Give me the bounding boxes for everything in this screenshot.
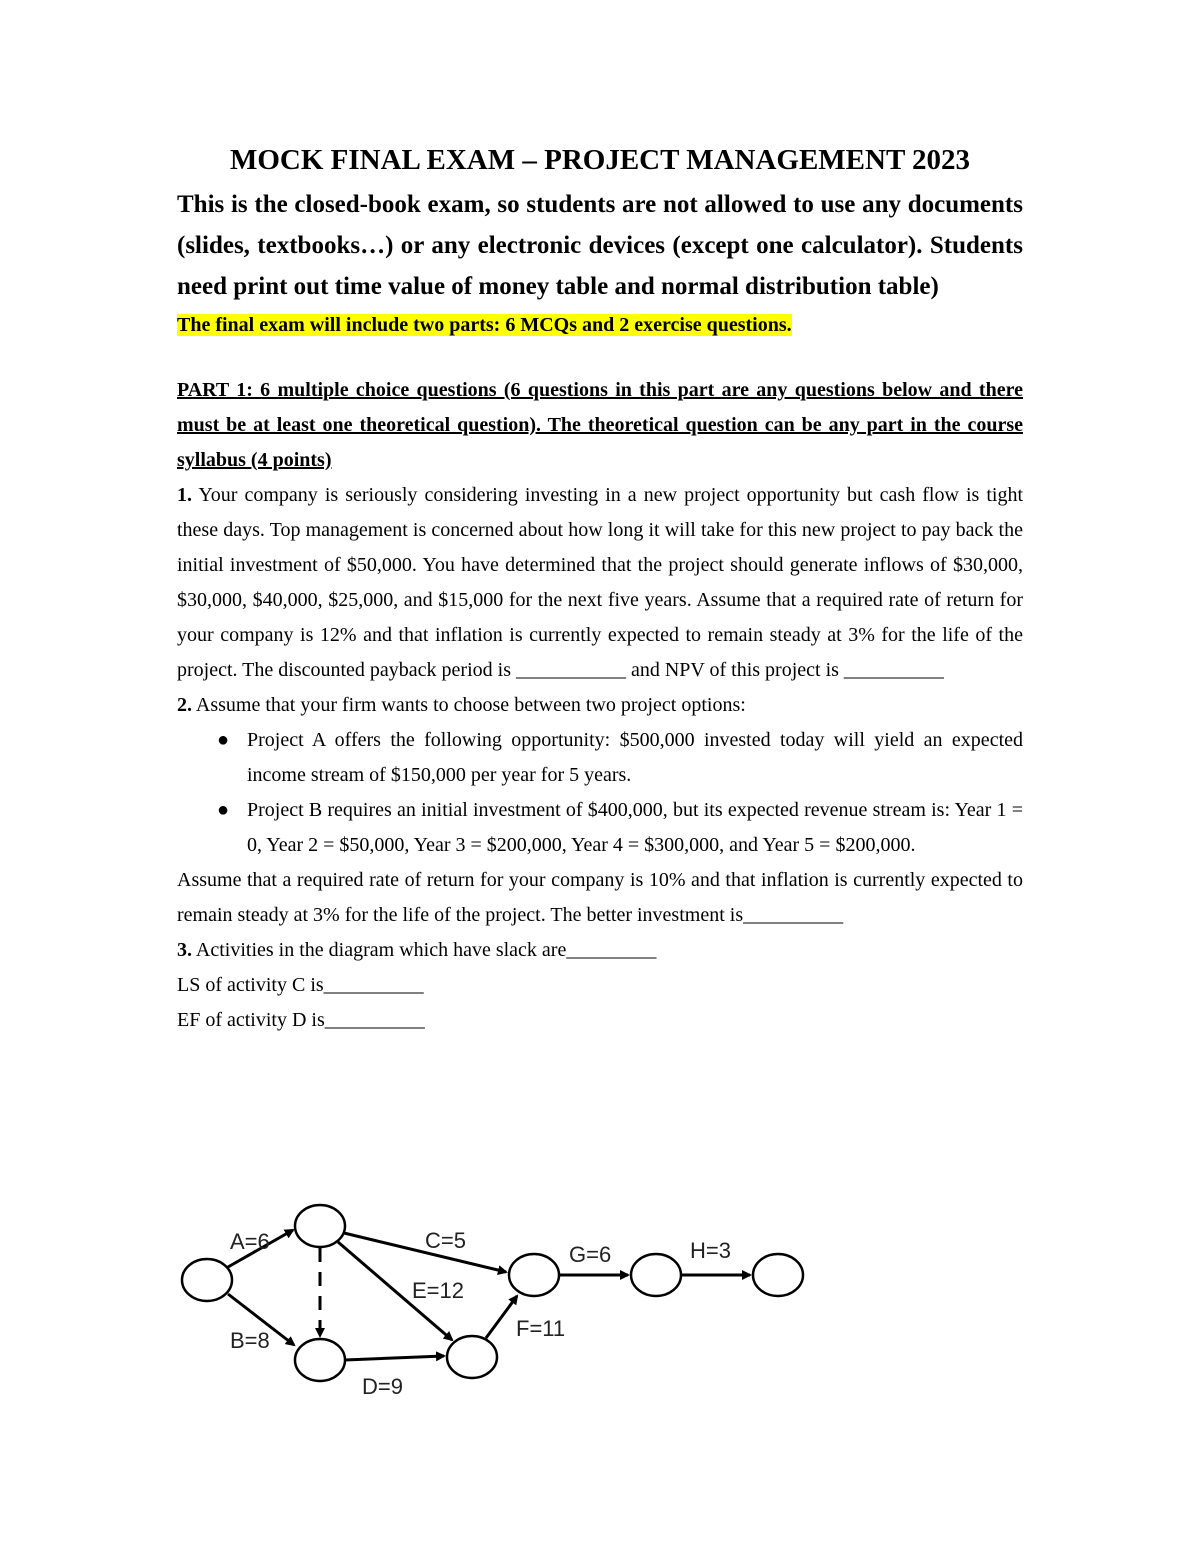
question-1-text: Your company is seriously considering investing in a new project opportunity but cash flow is tight these days. Top management is concerned about how long it will take for this new project to pay back the initial investment of $50,000. You have determined that the project should generate inflows of $30,000, $30,000, $40,000, $25,000, and $15,000 for the next five years. Assume that a required rate of return for your company is 12% and that inflation is currently expected to remain steady at 3% for the life of the project. The discounted payback period is ___________ and NPV of this project is __________ bbox=[177, 484, 1023, 681]
label-d: D=9 bbox=[362, 1374, 403, 1399]
option-project-a-text: Project A offers the following opportunity: $500,000 invested today will yield an expected income stream of $150,000 per year for 5 years. bbox=[247, 729, 1023, 786]
question-3-text: Activities in the diagram which have slack are_________ bbox=[195, 939, 657, 961]
question-2-number: 2. bbox=[177, 694, 192, 716]
label-f: F=11 bbox=[516, 1316, 566, 1341]
edge-d bbox=[345, 1356, 444, 1360]
question-2-text: Assume that your firm wants to choose between two project options: bbox=[195, 694, 746, 716]
question-3-number: 3. bbox=[177, 939, 192, 961]
node-start bbox=[182, 1259, 232, 1301]
option-project-a bbox=[177, 723, 1023, 793]
question-1 bbox=[177, 478, 1023, 688]
question-2-closing: Assume that a required rate of return for your company is 10% and that inflation is currently expected to remain steady at 3% for the life of the project. The better investment is__________ bbox=[177, 869, 1023, 926]
node-end bbox=[753, 1254, 803, 1296]
question-2 bbox=[177, 688, 1023, 723]
node-2 bbox=[295, 1205, 345, 1247]
question-2-options bbox=[177, 723, 1023, 863]
label-c: C=5 bbox=[425, 1228, 466, 1253]
node-4 bbox=[447, 1336, 497, 1378]
node-5 bbox=[509, 1254, 559, 1296]
edge-f bbox=[486, 1296, 517, 1338]
bullet-icon: ● bbox=[217, 729, 230, 751]
exam-page bbox=[177, 138, 1023, 1038]
exam-title: MOCK FINAL EXAM – PROJECT MANAGEMENT 2023 bbox=[229, 144, 971, 176]
label-b: B=8 bbox=[230, 1328, 270, 1353]
node-6 bbox=[631, 1254, 681, 1296]
label-h: H=3 bbox=[690, 1238, 731, 1263]
option-project-b bbox=[177, 793, 1023, 863]
label-g: G=6 bbox=[569, 1242, 612, 1267]
bullet-icon: ● bbox=[217, 799, 230, 821]
exam-instructions: This is the closed-book exam, so students are not allowed to use any documents (slides, textbooks…) or any electronic devices (except one calculator). Students need print out time value of money table and normal distribution table) bbox=[177, 191, 1023, 300]
question-3 bbox=[177, 933, 1023, 968]
question-3-ls-line: LS of activity C is__________ bbox=[177, 974, 424, 996]
part1-heading: PART 1: 6 multiple choice questions (6 questions in this part are any questions below and there must be at least one theoretical question). The theoretical question can be any part in the course syllabus (4 points) bbox=[177, 379, 1023, 471]
question-3-ef-line: EF of activity D is__________ bbox=[177, 1009, 425, 1031]
node-3 bbox=[295, 1339, 345, 1381]
option-project-b-text: Project B requires an initial investment of $400,000, but its expected revenue stream is: Year 1 = 0, Year 2 = $50,000, Year 3 = $200,000, Year 4 = $300,000, and Year 5 = $200,000. bbox=[247, 799, 1023, 856]
question-1-number: 1. bbox=[177, 484, 192, 506]
label-e: E=12 bbox=[412, 1278, 464, 1303]
highlight-note bbox=[177, 309, 1023, 341]
network-diagram bbox=[170, 1195, 820, 1410]
highlight-note-text: The final exam will include two parts: 6 MCQs and 2 exercise questions. bbox=[177, 314, 792, 336]
spacer bbox=[177, 341, 1023, 373]
label-a: A=6 bbox=[230, 1229, 270, 1254]
